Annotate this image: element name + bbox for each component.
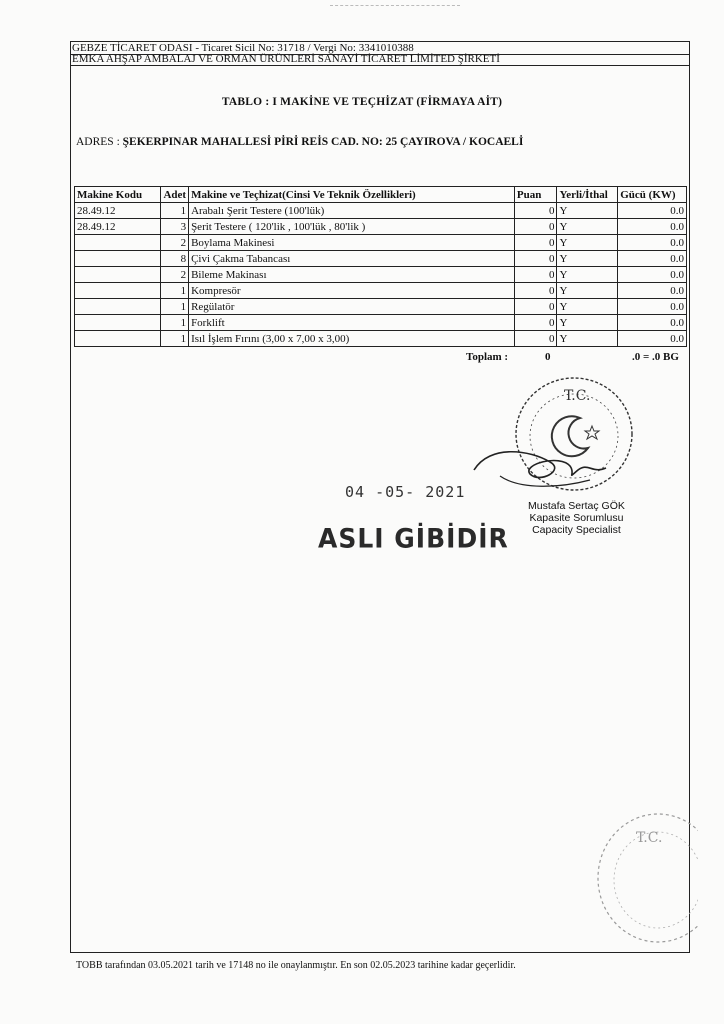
faint-seal [588,808,698,948]
table-row [75,203,687,219]
cell-power: 0.0 [618,283,687,299]
cell-power: 0.0 [618,267,687,283]
cell-puan: 0 [514,315,557,331]
cell-power: 0.0 [618,299,687,315]
cell-origin: Y [557,331,618,347]
table-header-row [75,187,687,203]
equipment-table [74,186,687,347]
signer-title-tr: Kapasite Sorumlusu [529,512,624,524]
signature [470,440,610,500]
signer-name: Mustafa Sertaç GÖK [528,500,625,512]
cell-origin: Y [557,235,618,251]
total-puan: 0 [545,351,551,363]
cell-code [75,315,161,331]
cell-qty: 1 [161,331,189,347]
table-row [75,299,687,315]
table-row [75,235,687,251]
cell-origin: Y [557,283,618,299]
cell-code [75,235,161,251]
table-row [75,315,687,331]
cell-desc: Şerit Testere ( 120'lik , 100'lük , 80'lik ) [189,219,515,235]
cell-origin: Y [557,299,618,315]
cell-origin: Y [557,203,618,219]
cell-puan: 0 [514,251,557,267]
address-value: ŞEKERPINAR MAHALLESİ PİRİ REİS CAD. NO: 25 ÇAYIROVA / KOCAELİ [122,136,524,148]
cell-qty: 2 [161,267,189,283]
cell-desc: Arabalı Şerit Testere (100'lük) [189,203,515,219]
cell-power: 0.0 [618,203,687,219]
cell-code [75,267,161,283]
cell-code [75,283,161,299]
cell-qty: 1 [161,203,189,219]
certified-copy-stamp: ASLI GİBİDİR [318,523,509,554]
cell-qty: 8 [161,251,189,267]
cell-power: 0.0 [618,331,687,347]
cell-desc: Forklift [189,315,515,331]
cell-power: 0.0 [618,235,687,251]
cell-puan: 0 [514,283,557,299]
header-rule [70,54,690,55]
cell-desc: Boylama Makinesi [189,235,515,251]
address-label: ADRES : [76,136,120,148]
table-row [75,267,687,283]
col-header-code: Makine Kodu [75,187,161,203]
cell-code [75,299,161,315]
cell-desc: Regülatör [189,299,515,315]
cell-puan: 0 [514,299,557,315]
stamp-date: 04 -05- 2021 [345,483,466,501]
cell-puan: 0 [514,267,557,283]
col-header-power: Gücü (KW) [618,187,687,203]
col-header-qty: Adet [161,187,189,203]
cell-origin: Y [557,251,618,267]
table-row [75,219,687,235]
cell-qty: 3 [161,219,189,235]
total-power: .0 = .0 BG [632,351,679,363]
cell-power: 0.0 [618,251,687,267]
company-name: EMKA AHŞAP AMBALAJ VE ORMAN ÜRÜNLERİ SANAYİ TİCARET LİMİTED ŞİRKETİ [72,53,500,65]
cell-code: 28.49.12 [75,219,161,235]
cell-origin: Y [557,267,618,283]
cell-origin: Y [557,219,618,235]
cell-power: 0.0 [618,315,687,331]
cell-code [75,251,161,267]
fold-mark [330,5,460,6]
header-rule-bottom [70,65,690,66]
cell-puan: 0 [514,331,557,347]
cell-desc: Isıl İşlem Fırını (3,00 x 7,00 x 3,00) [189,331,515,347]
signer-block [528,500,625,536]
seal-text: T.C. [564,388,591,404]
col-header-desc: Makine ve Teçhizat(Cinsi Ve Teknik Özellikleri) [189,187,515,203]
col-header-origin: Yerli/İthal [557,187,618,203]
chamber-header: GEBZE TİCARET ODASI - Ticaret Sicil No: 31718 / Vergi No: 3341010388 [72,42,414,54]
cell-qty: 2 [161,235,189,251]
cell-qty: 1 [161,283,189,299]
cell-code: 28.49.12 [75,203,161,219]
cell-qty: 1 [161,315,189,331]
cell-desc: Kompresör [189,283,515,299]
cell-desc: Bileme Makinası [189,267,515,283]
table-row [75,251,687,267]
cell-puan: 0 [514,219,557,235]
col-header-puan: Puan [514,187,557,203]
faint-seal-text: T.C. [636,830,663,846]
table-row [75,283,687,299]
footer-note: TOBB tarafından 03.05.2021 tarih ve 17148 no ile onaylanmıştır. En son 02.05.2023 tarihine kadar geçerlidir. [76,960,516,971]
cell-puan: 0 [514,235,557,251]
cell-origin: Y [557,315,618,331]
document-title: TABLO : I MAKİNE VE TEÇHİZAT (FİRMAYA AİT) [221,96,503,108]
address-line [76,136,523,148]
cell-code [75,331,161,347]
cell-puan: 0 [514,203,557,219]
signer-title-en: Capacity Specialist [532,524,621,536]
cell-qty: 1 [161,299,189,315]
cell-power: 0.0 [618,219,687,235]
table-row [75,331,687,347]
total-label: Toplam : [466,351,509,363]
cell-desc: Çivi Çakma Tabancası [189,251,515,267]
